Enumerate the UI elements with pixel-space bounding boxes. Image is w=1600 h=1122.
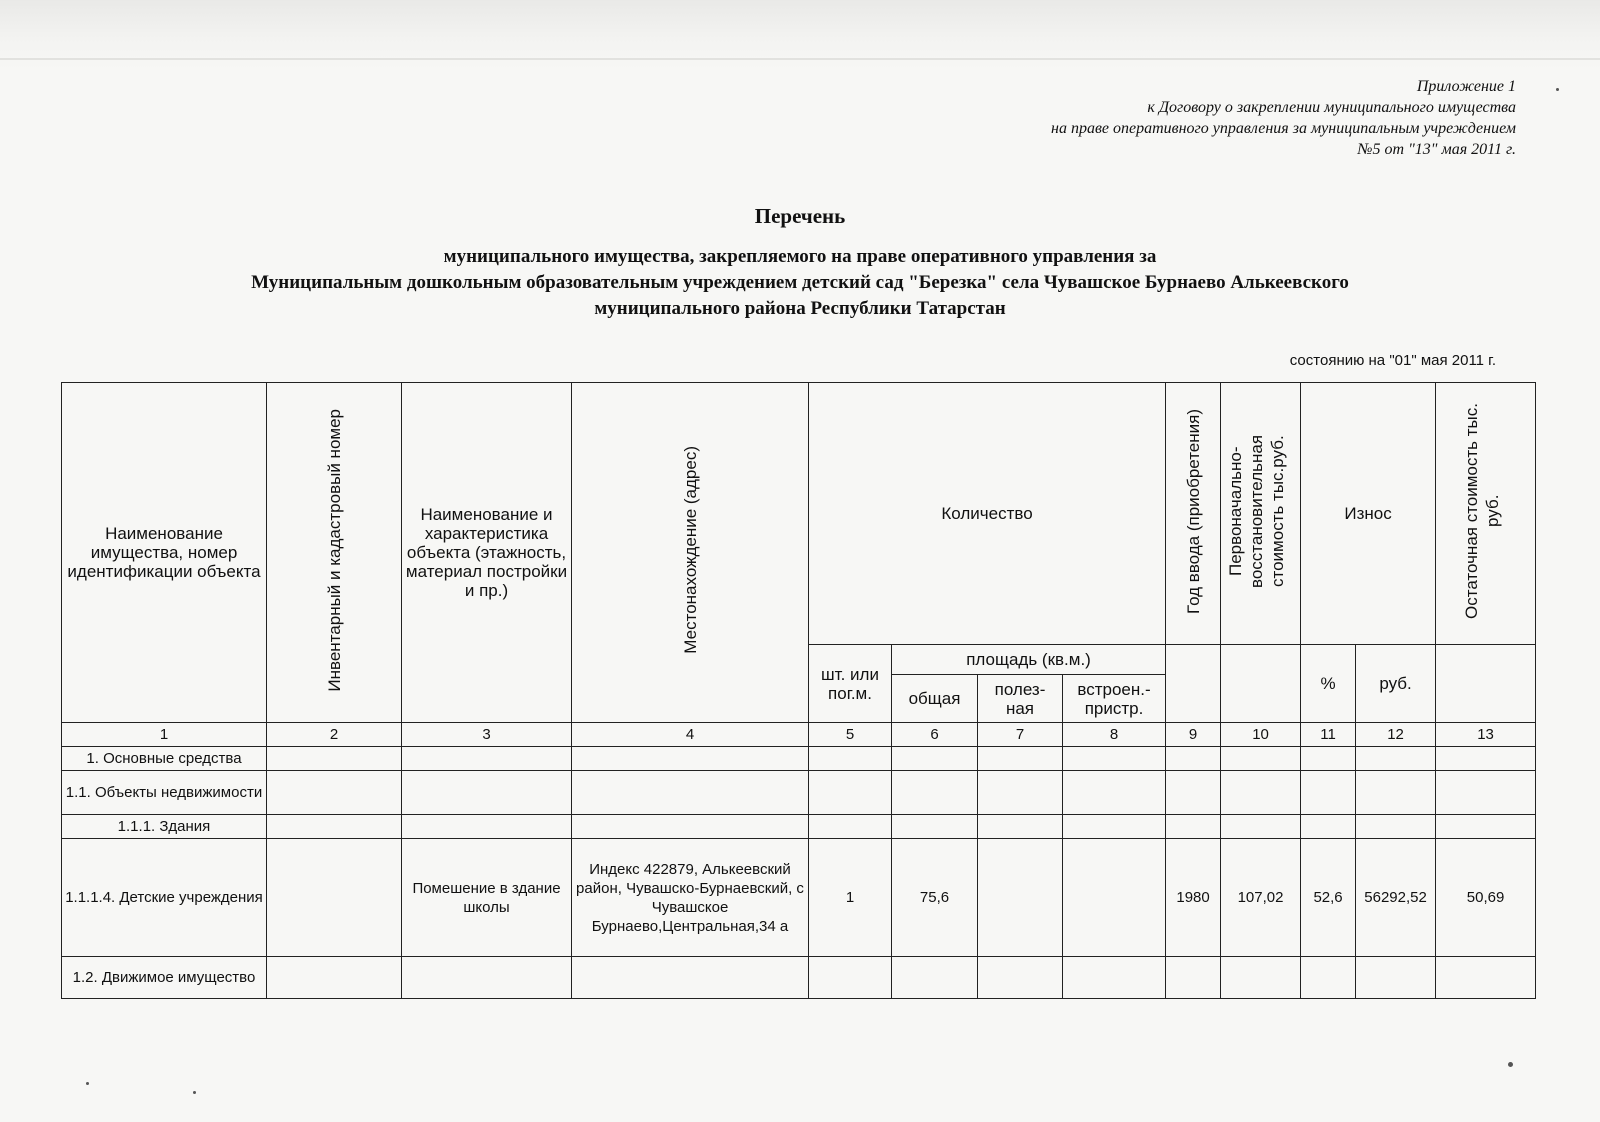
scan-speck [193,1091,196,1094]
row-units: 1 [809,839,892,957]
header-initial-cost-empty [1221,645,1301,723]
column-number: 1 [62,723,267,747]
table-row [62,957,1536,999]
row-location: Индекс 422879, Алькеевский район, Чувашско-Бурнаевский, с Чувашское Бурнаево,Центральная,34 а [572,839,809,957]
table-row [62,815,1536,839]
column-number: 3 [402,723,572,747]
column-number: 12 [1356,723,1436,747]
property-table [61,382,1536,999]
column-numbers-row [62,723,1536,747]
column-number: 6 [892,723,978,747]
header-area-total: общая [892,675,978,723]
row-wear-percent: 52,6 [1301,839,1356,957]
column-number: 7 [978,723,1063,747]
row-name: 1. Основные средства [62,747,267,771]
header-row-main [62,383,1536,645]
header-quantity: Количество [809,383,1166,645]
scan-speck [1556,88,1559,91]
table-row [62,747,1536,771]
header-characteristics: Наименование и характеристика объекта (этажность, материал постройки и пр.) [402,383,572,723]
annex-line-2: к Договору о закреплении муниципального имущества [1147,99,1516,116]
header-area: площадь (кв.м.) [892,645,1166,675]
row-year: 1980 [1166,839,1221,957]
column-number: 2 [267,723,402,747]
column-number: 13 [1436,723,1536,747]
row-characteristics: Помешение в здание школы [402,839,572,957]
row-area-total: 75,6 [892,839,978,957]
header-wear: Износ [1301,383,1436,645]
header-name: Наименование имущества, номер идентификации объекта [62,383,267,723]
header-wear-rub: руб. [1356,645,1436,723]
header-area-useful: полез- ная [978,675,1063,723]
header-year-empty [1166,645,1221,723]
column-number: 4 [572,723,809,747]
row-wear-rub: 56292,52 [1356,839,1436,957]
column-number: 9 [1166,723,1221,747]
scan-speck [86,1082,89,1085]
state-date: состоянию на "01" мая 2011 г. [1289,352,1496,369]
scan-speck [1508,1062,1513,1067]
row-name: 1.2. Движимое имущество [62,957,267,999]
header-units: шт. или пог.м. [809,645,892,723]
row-name: 1.1.1.4. Детские учреждения [62,839,267,957]
column-number: 11 [1301,723,1356,747]
header-location: Местонахождение (адрес) [572,383,809,723]
table-row [62,839,1536,957]
row-name: 1.1. Объекты недвижимости [62,771,267,815]
row-inventory [267,839,402,957]
annex-reference [1051,76,1516,160]
row-area-built-in [1063,839,1166,957]
annex-line-4: №5 от "13" мая 2011 г. [1357,141,1516,158]
header-initial-cost: Первоначально-восстановительная стоимость тыс.руб. [1221,383,1301,645]
header-inventory: Инвентарный и кадастровый номер [267,383,402,723]
subtitle-line-3: муниципального района Республики Татарстан [594,298,1006,319]
table-row [62,771,1536,815]
row-name: 1.1.1. Здания [62,815,267,839]
header-year: Год ввода (приобретения) [1166,383,1221,645]
header-residual-empty [1436,645,1536,723]
subtitle-line-1: муниципального имущества, закрепляемого на праве оперативного управления за [443,246,1157,267]
column-number: 10 [1221,723,1301,747]
header-residual-cost: Остаточная стоимость тыс. руб. [1436,383,1536,645]
row-initial-cost: 107,02 [1221,839,1301,957]
annex-line-1: Приложение 1 [1416,78,1516,95]
annex-line-3: на праве оперативного управления за муниципальным учреждением [1051,120,1516,137]
paper-fold-line [0,58,1600,60]
header-wear-percent: % [1301,645,1356,723]
column-number: 5 [809,723,892,747]
row-residual-cost: 50,69 [1436,839,1536,957]
subtitle-line-2: Муниципальным дошкольным образовательным учреждением детский сад "Березка" села Чувашское Бурнаево Алькеевского [251,272,1349,293]
document-title: Перечень [754,204,846,228]
row-area-useful [978,839,1063,957]
document-subtitle [60,244,1540,322]
column-number: 8 [1063,723,1166,747]
header-area-built-in: встроен.- пристр. [1063,675,1166,723]
